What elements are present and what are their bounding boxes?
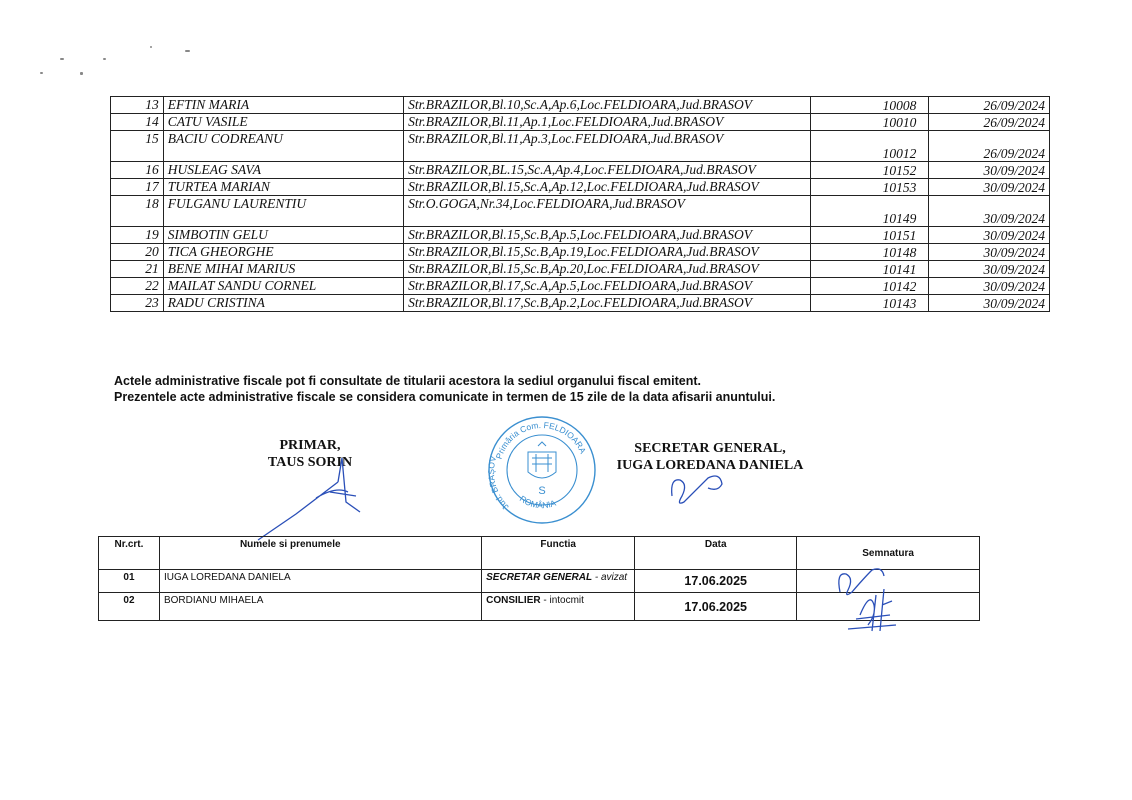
record-date: 30/09/2024: [929, 179, 1050, 196]
primar-name: TAUS SORIN: [267, 455, 353, 470]
scan-speck: [80, 72, 83, 75]
official-stamp: [486, 414, 598, 526]
approval-signature-2: [846, 585, 900, 635]
approval-nr: 01: [99, 570, 160, 593]
record-row: [111, 278, 1050, 295]
record-address: Str.BRAZILOR,Bl.17,Sc.A,Ap.5,Loc.FELDIOARA,Jud.BRASOV: [404, 278, 811, 295]
header-name: Numele si prenumele: [159, 537, 481, 570]
stamp-top-text: Primăria Com. FELDIOARA: [493, 419, 589, 461]
stamp-bottom-text: ROMÂNIA: [517, 493, 558, 511]
record-date: 30/09/2024: [929, 227, 1050, 244]
approval-function-action: - avizat: [592, 572, 628, 583]
record-row: [111, 162, 1050, 179]
record-address: Str.BRAZILOR,Bl.11,Ap.3,Loc.FELDIOARA,Jud.BRASOV: [404, 131, 811, 162]
record-date: 30/09/2024: [929, 278, 1050, 295]
record-row: [111, 97, 1050, 114]
scan-speck: [60, 58, 64, 60]
record-row: [111, 196, 1050, 227]
record-doc-no: 10010: [810, 114, 929, 131]
stamp-coat-of-arms-icon: [528, 442, 556, 478]
header-function: Functia: [482, 537, 635, 570]
record-doc-no: 10142: [810, 278, 929, 295]
primar-signature: [256, 452, 366, 542]
record-nr: 16: [111, 162, 164, 179]
record-address: Str.BRAZILOR,Bl.11,Ap.1,Loc.FELDIOARA,Jud.BRASOV: [404, 114, 811, 131]
record-date: 30/09/2024: [929, 295, 1050, 312]
record-date: 30/09/2024: [929, 261, 1050, 278]
record-date: 26/09/2024: [929, 97, 1050, 114]
approval-function-role: CONSILIER: [486, 595, 541, 606]
approval-date: 17.06.2025: [635, 570, 797, 593]
record-doc-no: 10141: [810, 261, 929, 278]
notice-line-2: Prezentele acte administrative fiscale se considera comunicate in termen de 15 zile de la data afisarii anuntului.: [114, 390, 776, 404]
record-nr: 15: [111, 131, 164, 162]
record-name: SIMBOTIN GELU: [163, 227, 403, 244]
approval-function: [482, 593, 635, 621]
scan-speck: [40, 72, 43, 74]
approval-function-role: SECRETAR GENERAL: [486, 572, 593, 583]
record-doc-no: 10152: [810, 162, 929, 179]
header-nr: Nr.crt.: [99, 537, 160, 570]
record-row: [111, 179, 1050, 196]
record-address: Str.BRAZILOR,Bl.15,Sc.A,Ap.12,Loc.FELDIOARA,Jud.BRASOV: [404, 179, 811, 196]
record-doc-no: 10151: [810, 227, 929, 244]
record-row: [111, 295, 1050, 312]
record-name: BACIU CODREANU: [163, 131, 403, 162]
record-date: 26/09/2024: [929, 131, 1050, 162]
header-date: Data: [635, 537, 797, 570]
record-date: 26/09/2024: [929, 114, 1050, 131]
notice-line-1: Actele administrative fiscale pot fi consultate de titularii acestora la sediul organului fiscal emitent.: [114, 374, 701, 388]
record-name: RADU CRISTINA: [163, 295, 403, 312]
approval-function: [482, 570, 635, 593]
record-name: CATU VASILE: [163, 114, 403, 131]
record-name: FULGANU LAURENTIU: [163, 196, 403, 227]
record-row: [111, 114, 1050, 131]
record-doc-no: 10143: [810, 295, 929, 312]
record-address: Str.BRAZILOR,Bl.10,Sc.A,Ap.6,Loc.FELDIOARA,Jud.BRASOV: [404, 97, 811, 114]
record-nr: 21: [111, 261, 164, 278]
scan-speck: [185, 50, 190, 52]
record-address: Str.O.GOGA,Nr.34,Loc.FELDIOARA,Jud.BRASOV: [404, 196, 811, 227]
scan-speck: [103, 58, 106, 60]
approval-name: IUGA LOREDANA DANIELA: [159, 570, 481, 593]
record-nr: 22: [111, 278, 164, 295]
record-row: [111, 261, 1050, 278]
record-date: 30/09/2024: [929, 196, 1050, 227]
record-nr: 18: [111, 196, 164, 227]
record-name: TURTEA MARIAN: [163, 179, 403, 196]
record-nr: 19: [111, 227, 164, 244]
record-name: HUSLEAG SAVA: [163, 162, 403, 179]
record-nr: 14: [111, 114, 164, 131]
approval-nr: 02: [99, 593, 160, 621]
record-row: [111, 244, 1050, 261]
record-name: BENE MIHAI MARIUS: [163, 261, 403, 278]
secretar-title: SECRETAR GENERAL,: [634, 441, 786, 456]
header-signature: Semnatura: [797, 537, 980, 570]
record-nr: 23: [111, 295, 164, 312]
record-date: 30/09/2024: [929, 244, 1050, 261]
record-address: Str.BRAZILOR,Bl.17,Sc.B,Ap.2,Loc.FELDIOARA,Jud.BRASOV: [404, 295, 811, 312]
secretar-name: IUGA LOREDANA DANIELA: [616, 458, 804, 473]
record-name: MAILAT SANDU CORNEL: [163, 278, 403, 295]
record-doc-no: 10008: [810, 97, 929, 114]
record-doc-no: 10012: [810, 131, 929, 162]
record-row: [111, 227, 1050, 244]
approval-function-action: - intocmit: [540, 595, 584, 606]
record-doc-no: 10148: [810, 244, 929, 261]
taxpayer-table: [110, 96, 1050, 312]
notice-text: [114, 373, 775, 405]
record-doc-no: 10149: [810, 196, 929, 227]
record-address: Str.BRAZILOR,Bl.15,Sc.B,Ap.20,Loc.FELDIOARA,Jud.BRASOV: [404, 261, 811, 278]
scan-speck: [150, 46, 152, 48]
stamp-left-text: Jud. BRAȘOV: [486, 454, 511, 513]
record-name: EFTIN MARIA: [163, 97, 403, 114]
record-address: Str.BRAZILOR,Bl.15,Sc.B,Ap.19,Loc.FELDIOARA,Jud.BRASOV: [404, 244, 811, 261]
record-address: Str.BRAZILOR,Bl.15,Sc.B,Ap.5,Loc.FELDIOARA,Jud.BRASOV: [404, 227, 811, 244]
secretar-signature: [668, 466, 732, 506]
approval-date: 17.06.2025: [635, 593, 797, 621]
record-nr: 20: [111, 244, 164, 261]
stamp-center-letter: S: [538, 485, 546, 497]
record-nr: 17: [111, 179, 164, 196]
record-name: TICA GHEORGHE: [163, 244, 403, 261]
record-date: 30/09/2024: [929, 162, 1050, 179]
approval-name: BORDIANU MIHAELA: [159, 593, 481, 621]
record-doc-no: 10153: [810, 179, 929, 196]
record-address: Str.BRAZILOR,BL.15,Sc.A,Ap.4,Loc.FELDIOARA,Jud.BRASOV: [404, 162, 811, 179]
record-row: [111, 131, 1050, 162]
record-nr: 13: [111, 97, 164, 114]
primar-title: PRIMAR,: [279, 438, 341, 453]
